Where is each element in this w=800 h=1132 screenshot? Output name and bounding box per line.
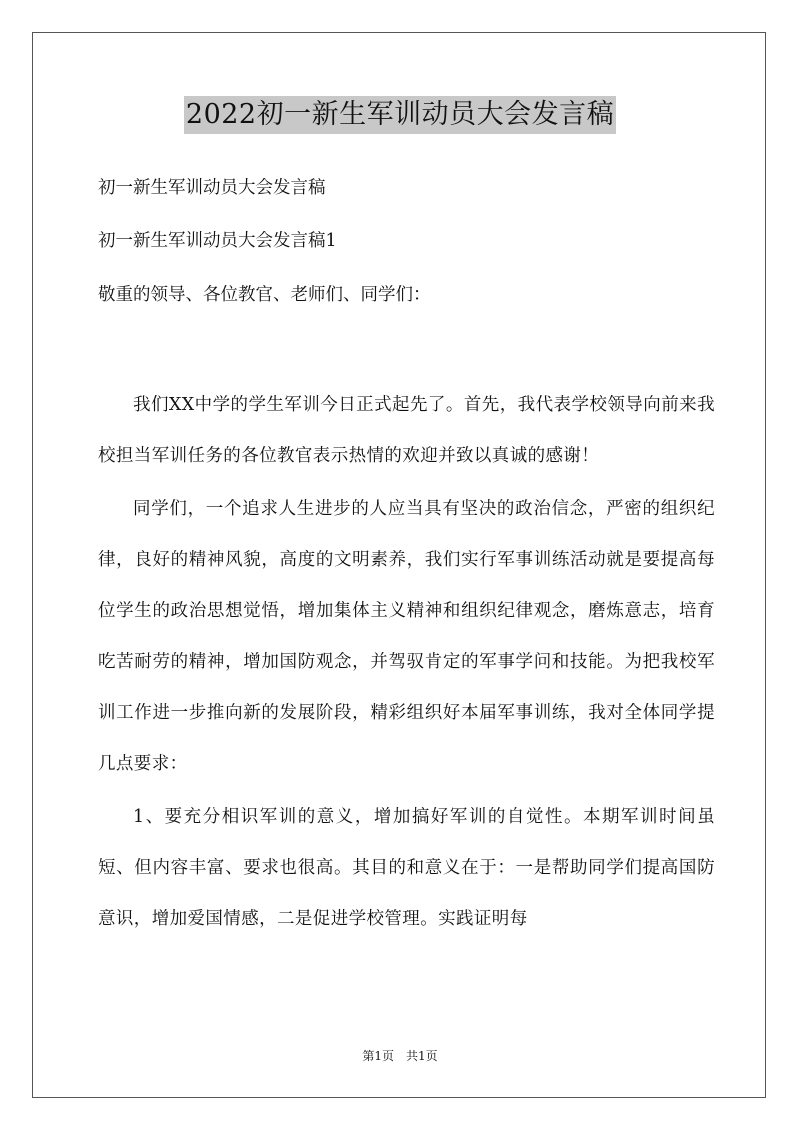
paragraph-requirement-1: 1、要充分相识军训的意义，增加搞好军训的自觉性。本期军训时间虽短、但内容丰富、要求也很高。其目的和意义在于：一是帮助同学们提高国防意识，增加爱国情感，二是促进学校管理。实践证明每 (98, 807, 715, 929)
salutation: 敬重的领导、各位教官、老师们、同学们： (98, 285, 431, 305)
speech-body (98, 380, 715, 947)
page-footer: 第1页 共1页 (362, 1049, 438, 1063)
paragraph-purpose: 同学们，一个追求人生进步的人应当具有坚决的政治信念，严密的组织纪律，良好的精神风貌，高度的文明素养，我们实行军事训练活动就是要提高每位学生的政治思想觉悟，增加集体主义精神和组织纪律观念，磨炼意志，培育吃苦耐劳的精神，增加国防观念，并驾驭肯定的军事学问和技能。为把我校军训工作进一步推向新的发展阶段，精彩组织好本届军事训练，我对全体同学提几点要求： (98, 499, 715, 774)
title-container (0, 96, 800, 134)
subtitle: 初一新生军训动员大会发言稿 (98, 178, 326, 198)
document-title: 2022初一新生军训动员大会发言稿 (184, 96, 616, 134)
subtitle-numbered: 初一新生军训动员大会发言稿1 (98, 231, 337, 251)
paragraph-welcome: 我们XX中学的学生军训今日正式起先了。首先，我代表学校领导向前来我校担当军训任务的各位教官表示热情的欢迎并致以真诚的感谢！ (98, 395, 715, 466)
